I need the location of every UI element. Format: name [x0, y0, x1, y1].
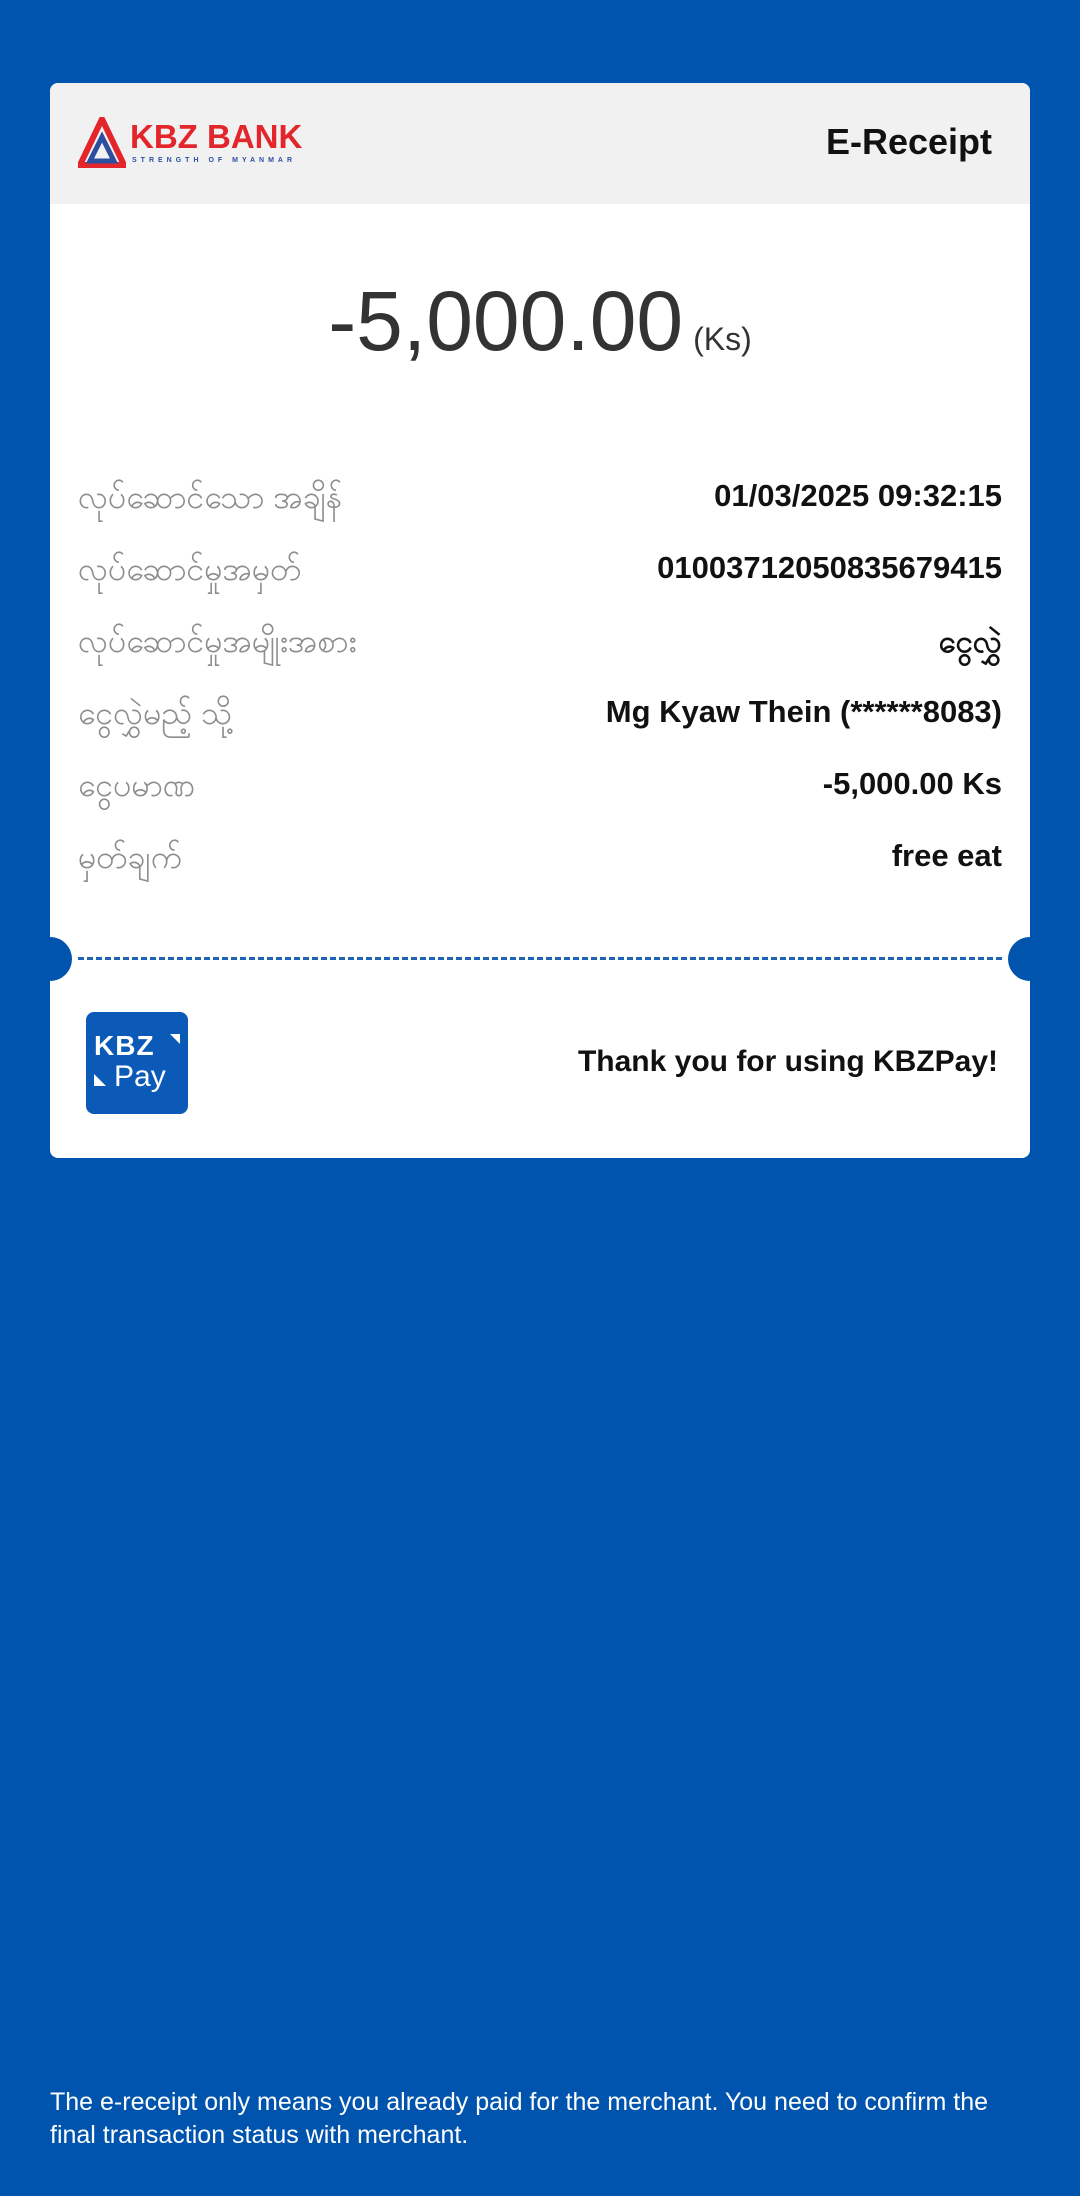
detail-value: -5,000.00 Ks: [822, 766, 1002, 801]
detail-label: လုပ်ဆောင်သော အချိန်: [78, 479, 343, 515]
bank-tagline: STRENGTH OF MYANMAR: [132, 157, 297, 164]
detail-label: လုပ်ဆောင်မှုအမျိုးအစား: [78, 623, 357, 659]
receipt-header: [50, 83, 1030, 204]
amount-value: -5,000.00: [328, 274, 684, 368]
detail-value: ငွေလွှဲ: [938, 624, 1002, 659]
logo-corner-mark: [170, 1034, 180, 1044]
kbzpay-logo-pay: Pay: [114, 1060, 166, 1093]
detail-label: မှတ်ချက်: [78, 839, 182, 875]
detail-row-transaction-type: [78, 620, 1002, 670]
detail-label: ငွေလွှဲမည့် သို့: [78, 695, 233, 731]
kbzpay-logo-icon: [86, 1012, 188, 1114]
kbzpay-logo-kbz: KBZ: [94, 1030, 155, 1061]
ticket-notch-left: [50, 937, 72, 981]
bank-name: KBZ BANK: [130, 118, 303, 155]
detail-row-transaction-id: [78, 548, 1002, 598]
thank-you-message: Thank you for using KBZPay!: [577, 1045, 998, 1078]
kbz-bank-logo: [78, 117, 303, 171]
kbz-triangle-logo-icon: [78, 117, 126, 169]
ticket-notch-right: [1008, 937, 1030, 981]
detail-value: free eat: [891, 838, 1002, 873]
detail-value: Mg Kyaw Thein (******8083): [605, 694, 1002, 729]
detail-row-time: [78, 476, 1002, 526]
disclaimer-text: The e-receipt only means you already paid for the merchant. You need to confirm the final transaction status with merchant.: [50, 2088, 989, 2149]
logo-corner-mark: [94, 1074, 106, 1086]
detail-label: လုပ်ဆောင်မှုအမှတ်: [78, 551, 302, 587]
detail-value: 01003712050835679415: [657, 550, 1002, 585]
dashed-divider: [78, 957, 1002, 960]
amount-display: [50, 273, 1030, 370]
detail-row-amount: [78, 764, 1002, 814]
detail-row-recipient: [78, 692, 1002, 742]
amount-unit: (Ks): [693, 321, 752, 357]
receipt-card: [50, 83, 1030, 1158]
detail-label: ငွေပမာဏ: [78, 767, 196, 803]
detail-row-note: [78, 836, 1002, 886]
detail-value: 01/03/2025 09:32:15: [714, 478, 1002, 513]
page-title: E-Receipt: [825, 121, 992, 162]
